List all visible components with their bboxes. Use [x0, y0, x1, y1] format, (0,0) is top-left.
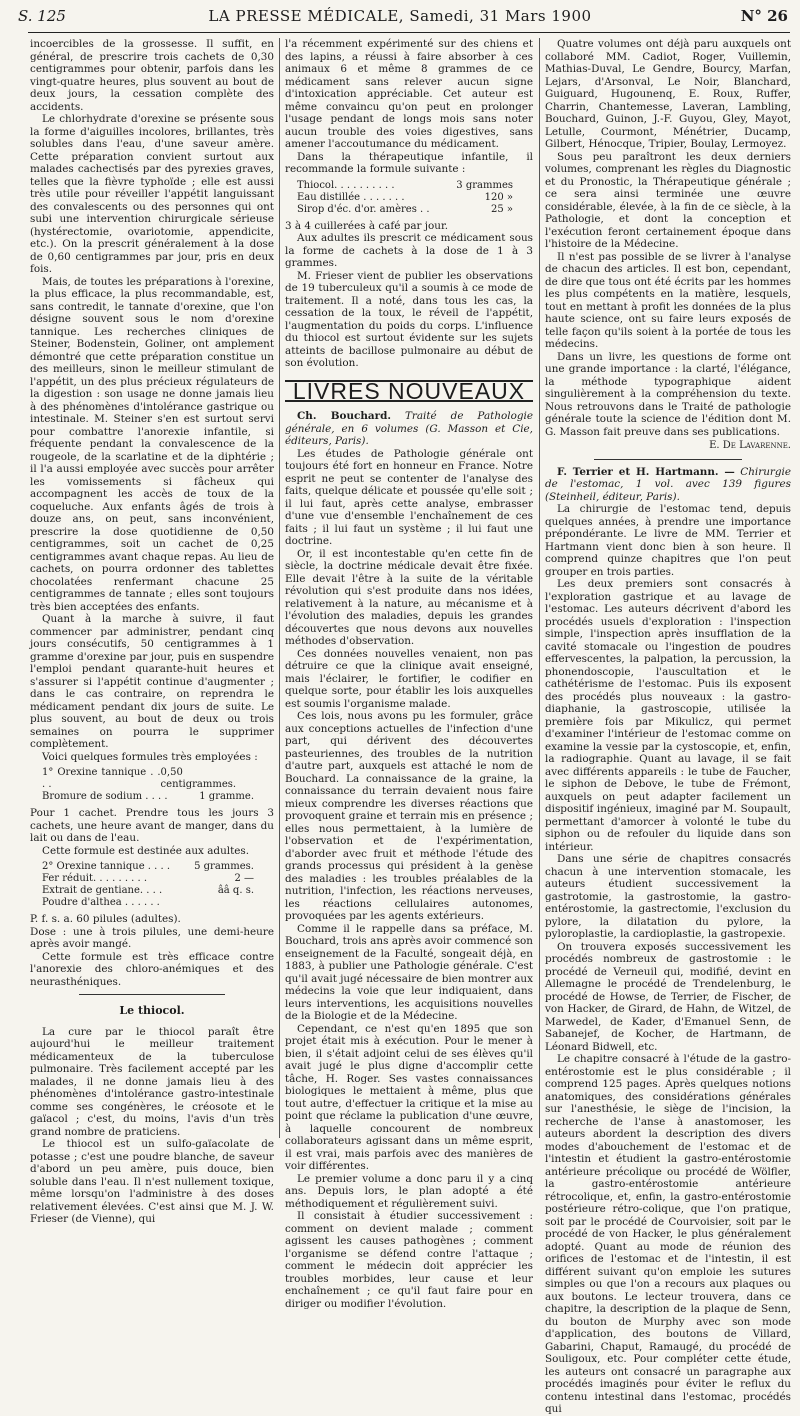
ingredient: Extrait de gentiane. . . . [42, 885, 163, 896]
paragraph: Ces données nouvelles venaient, non pas détruire ce que la clinique avait enseigné, mais l'éclairer, le fortifier, le codifier en quelque sorte, pour établir les lois auxquelles est soumis l'organisme malade. [285, 647, 533, 710]
dose: 25 » [490, 203, 513, 215]
header-rule [28, 32, 790, 33]
dose: 5 grammes. [194, 861, 254, 872]
formula-row [42, 767, 274, 791]
formula-row [42, 885, 274, 897]
paragraph: Cette formule est très efficace contre l'anorexie des chloro-anémiques et des neurasthéniques. [30, 950, 274, 988]
paragraph: incoercibles de la grossesse. Il suffit, en général, de prescrire trois cachets de 0,30 centigrammes pour obtenir, parfois dans les vingt-quatre heures, plus souvent au bout de deux jours, la cessation complète des accidents. [30, 38, 274, 113]
dose: 2 — [234, 873, 254, 884]
review-author: F. Terrier et H. Hartmann. — [557, 465, 735, 478]
paragraph: Les études de Pathologie générale ont toujours été fort en honneur en France. Notre esprit ne peut se contenter de l'analyse des faits, quelque délicate et poussée qu'elle soit ; il lui faut, après cette analyse, embrasser d'une vue d'ensemble l'enchaînement de ces faits ; il lui faut un système ; il lui faut une doctrine. [285, 447, 533, 547]
formula-row [42, 861, 274, 873]
paragraph: Sous peu paraîtront les deux derniers volumes, comprenant les règles du Diagnostic et du Pronostic, la Thérapeutique générale ; ce sera ainsi terminée une œuvre considérable, élevée, à la fin de ce siècle, à la Pathologie, et dont la conception et l'exécution feront certainement époque dans l'histoire de la Médecine. [545, 150, 791, 250]
dose: 3 grammes [456, 179, 513, 191]
paragraph: Comme il le rappelle dans sa préface, M. Bouchard, trois ans après avoir commencé son enseignement de la Faculté, songeait déjà, en 1883, à publier une Pathologie générale. C'est qu'il avait jugé nécessaire de bien montrer aux médecins la voie que leur indiquaient, dans leurs interventions, les acquisitions nouvelles de la Biologie et de la Médecine. [285, 922, 533, 1022]
dose: 1 gramme. [199, 791, 254, 802]
review-header [545, 466, 791, 504]
page-header [0, 0, 800, 40]
author-signature: E. De Lavarenne. [709, 440, 791, 451]
column-2 [285, 38, 533, 1310]
page-number: S. 125 [18, 7, 66, 25]
paragraph: M. Frieser vient de publier les observations de 19 tuberculeux qu'il a soumis à ce mode de traitement. Il a noté, dans tous les cas, la cessation de la toux, le réveil de l'appétit, l'augmentation du poids du corps. L'influence du thiocol est surtout évidente sur les sujets atteints de bacillose pulmonaire au début de son évolution. [285, 269, 533, 369]
formula-row [42, 897, 274, 909]
paragraph: Ces lois, nous avons pu les formuler, grâce aux conceptions actuelles de l'infection d'une part, qui dérivent des découvertes pasteuriennes, des troubles de la nutrition d'autre part, auxquels est attaché le nom de Bouchard. La connaissance de la graine, la connaissance du terrain devaient nous faire mieux comprendre les diverses réactions que provoquent graine et terrain mis en présence ; elles nous permettaient, à la lumière de l'observation et de l'expérimentation, d'aborder avec fruit et méthode l'étude des grands processus qui président à la genèse des maladies : les troubles préalables de la nutrition, l'infection, les réactions nerveuses, les réactions cellulaires autonomes, provoquées par les agents extérieurs. [285, 710, 533, 922]
paragraph: Voici quelques formules très employées : [42, 750, 258, 763]
formula-row [297, 204, 533, 216]
thiocol-heading: Le thiocol. [119, 1004, 185, 1017]
formula-note: 3 à 4 cuillerées à café par jour. [285, 219, 449, 232]
column-divider [539, 38, 540, 1138]
paragraph: Or, il est incontestable qu'en cette fin de siècle, la doctrine médicale devait être fixée. Elle devait l'être à la suite de la véritable révolution qui s'est produite dans nos idées, relativement à la nature, au mécanisme et à l'évolution des maladies, depuis les grandes découvertes que nous devons aux nouvelles méthodes d'observation. [285, 547, 533, 647]
paragraph: Le chapitre consacré à l'étude de la gastro-entérostomie est le plus considérable ; il comprend 125 pages. Après quelques notions anatomiques, des considérations générales sur l'anesthésie, le siège de l'incision, la recherche de l'anse à anastomoser, les auteurs abordent la description des divers modes d'abouchement de l'estomac et de l'intestin et étudient la gastro-entérostomie antérieure précolique ou procédé de Wölfler, la gastro-entérostomie antérieure rétrocolique, et, enfin, la gastro-entérostomie postérieure rétro-colique, que l'on pratique, soit par le procédé de Courvoisier, soit par le procédé de von Hacker, le plus généralement adopté. Quant au mode de réunion des orifices de l'estomac et de l'intestin, il est différent suivant qu'on emploie les sutures simples ou que l'on a recours aux plaques ou aux boutons. Le lecteur trouvera, dans ce chapitre, la description de la plaque de Senn, du bouton de Murphy avec son mode d'application, des boutons de Villard, Gabarini, Chaput, Ramaugé, du procédé de Souligoux, etc. Pour compléter cette étude, les auteurs ont consacré un paragraphe aux procédés imaginés pour éviter le reflux du contenu intestinal dans l'estomac, procédés qui [545, 1053, 791, 1415]
dose: 0,50 centigrammes. [160, 767, 237, 790]
column-1 [30, 38, 274, 1225]
ingredient: Sirop d'éc. d'or. amères . . [297, 203, 430, 215]
formula-note: Dose : une à trois pilules, une demi-heure après avoir mangé. [30, 925, 274, 950]
section-heading-livres-nouveaux: LIVRES NOUVEAUX [285, 380, 533, 403]
paragraph: Cependant, ce n'est qu'en 1895 que son projet était mis à exécution. Pour le mener à bien, il s'était adjoint celui de ses élèves qu'il avait jugé le plus digne d'accomplir cette tâche, H. Roger. Ses vastes connaissances biologiques le mettaient à même, plus que tout autre, d'effectuer la critique et la mise au point que réclame la publication d'une œuvre, à laquelle concourent de nombreux collaborateurs agissant dans un même esprit, il est vrai, mais parfois avec des manières de voir différentes. [285, 1022, 533, 1172]
paragraph: Il n'est pas possible de se livrer à l'analyse de chacun des articles. Il est bon, cependant, de dire que tous ont été écrits par les hommes les plus compétents en la matière, lesquels, tout en mettant à profit les données de la plus haute science, ont su faire leurs exposés de telle façon qu'ils soient à la portée de tous les médecins. [545, 250, 791, 350]
formula-2 [42, 861, 274, 909]
paragraph: Le chlorhydrate d'orexine se présente sous la forme d'aiguilles incolores, brillantes, très solubles dans l'eau, d'une saveur amère. Cette préparation convient surtout aux malades cachectisés par des pyrexies graves, telles que la fièvre typhoïde ; elle est aussi très utile pour réveiller l'appétit languissant des convalescents ou des personnes qui ont subi une intervention chirurgicale sérieuse (hystérectomie, ovariotomie, appendicite, etc.). On la prescrit généralement à la dose de 0,60 centigrammes par jour, pris en deux fois. [30, 113, 274, 275]
newspaper-title: LA PRESSE MÉDICALE, Samedi, 31 Mars 1900 [208, 7, 592, 25]
ingredient: Eau distillée . . . . . . . [297, 191, 405, 203]
column-divider [279, 38, 280, 1138]
review-reference: Traité de Pathologie générale, en 6 volumes (G. Masson et Cie, éditeurs, Paris). [285, 410, 533, 447]
paragraph: Dans un livre, les questions de forme ont une grande importance : la clarté, l'élégance, la méthode typographique aident singulièrement à la compréhension du texte. Nous retrouvons dans le Traité de pathologie générale toute la science de l'édition dont M. G. Masson fait preuve dans ses publications. [545, 350, 791, 438]
ingredient: Thiocol. . . . . . . . . . [297, 179, 395, 191]
formula-thiocol [297, 180, 533, 216]
paragraph: Les deux premiers sont consacrés à l'exploration gastrique et au lavage de l'estomac. Les auteurs décrivent d'abord les procédés usuels d'exploration : l'inspection simple, l'inspection après insufflation de la cavité stomacale ou l'ingestion de poudres effervescentes, la palpation, la percussion, la phonendoscopie, l'auscultation et le cathétérisme de l'estomac. Puis ils exposent des procédés plus nouveaux : la gastro-diaphanie, la gastroscopie, utilisée la première fois par Mikulicz, qui permet d'examiner l'intérieur de l'estomac comme on examine la vessie par la cystoscopie, et, enfin, la radiographie. Quant au lavage, il se fait avec différents appareils : le tube de Faucher, le siphon de Debove, le tube de Frémont, auxquels on peut adapter facilement un dispositif ingénieux, imaginé par M. Soupault, permettant d'amorcer à volonté le tube du siphon ou de refouler du liquide dans son intérieur. [545, 578, 791, 853]
paragraph: Dans la thérapeutique infantile, il recommande la formule suivante : [285, 150, 533, 175]
review-author: Ch. Bouchard. [297, 410, 391, 422]
paragraph: Il consistait à étudier successivement : comment on devient malade ; comment agissent les causes pathogènes ; comment l'organisme se défend contre l'attaque ; comment le médecin doit apprécier les troubles morbides, leur cause et leur enchaînement ; ce qu'il faut faire pour en diriger ou modifier l'évolution. [285, 1210, 533, 1310]
paragraph: Mais, de toutes les préparations à l'orexine, la plus efficace, la plus recommandable, est, sans contredit, le tannate d'orexine, que l'on désigne souvent sous le nom d'orexine tannique. Les recherches cliniques de Steiner, Bodenstein, Goliner, ont amplement démontré que cette préparation constitue un des meilleurs, sinon le meilleur stimulant de l'appétit, un des plus précieux régulateurs de la digestion : son usage ne donne jamais lieu à des phénomènes d'intolérance gastrique ou intestinale. M. Steiner s'en est surtout servi pour combattre l'anorexie infantile, si fréquente pendant la convalescence de la rougeole, de la scarlatine et de la diphtérie ; il l'a aussi employée avec succès pour arrêter les vomissements si fâcheux qui accompagnent les accès de toux de la coqueluche. Aux enfants âgés de trois à douze ans, on peut, sans inconvénient, prescrire la dose quotidienne de 0,50 centigrammes, soit un cachet de 0,25 centigrammes avant chaque repas. Au lieu de cachets, on pourra ordonner des tablettes chocolatées renfermant chacune 25 centigrammes de tannate ; elles sont toujours très bien acceptées des enfants. [30, 275, 274, 613]
formula-row [42, 873, 274, 885]
separator-rule [79, 994, 225, 995]
paragraph: La chirurgie de l'estomac tend, depuis quelques années, à prendre une importance prépondérante. Le livre de MM. Terrier et Hartmann vient donc bien à son heure. Il comprend quinze chapitres que l'on peut grouper en trois parties. [545, 503, 791, 578]
dose: 120 » [484, 191, 513, 203]
paragraph: Quatre volumes ont déjà paru auxquels ont collaboré MM. Cadiot, Roger, Vuillemin, Mathias-Duval, Le Gendre, Bourcy, Marfan, Lejars, d'Arsonval, Le Noir, Blanchard, Guiguard, Hugounenq, E. Roux, Ruffer, Charrin, Chantemesse, Laveran, Lambling, Bouchard, Guinon, J.-F. Guyou, Gley, Mayot, Letulle, Courmont, Ménétrier, Ducamp, Gilbert, Hénocque, Tripier, Boulay, Lermoyez. [545, 38, 791, 150]
paragraph: Dans une série de chapitres consacrés chacun à une intervention stomacale, les auteurs étudient successivement la gastrotomie, la gastrostomie, la gastro-entérostomie, la gastrectomie, l'exclusion du pylore, la dilatation du pylore, la pyloroplastie, la cardioplastie, la gastropexie. [545, 853, 791, 940]
paragraph: La cure par le thiocol paraît être aujourd'hui le meilleur traitement médicamenteux de la tuberculose pulmonaire. Très facilement accepté par les malades, il ne donne jamais lieu à des phénomènes d'intolérance gastro-intestinale comme ses congénères, le créosote et le gaïacol ; c'est, du moins, l'avis d'un très grand nombre de praticiens. [30, 1025, 274, 1138]
issue-number: N° 26 [740, 7, 788, 25]
dose: ââ q. s. [217, 885, 254, 896]
paragraph: On trouvera exposés successivement les procédés nombreux de gastrostomie : le procédé de Verneuil qui, modifié, devint en Allemagne le procédé de Trendelenburg, le procédé de Howse, de Terrier, de Fischer, de von Hacker, de Girard, de Hahn, de Witzel, de Marwedel, de Kader, d'Emanuel Senn, de Sabanejef, de Kocher, de Hartmann, de Léonard Bidwell, etc. [545, 940, 791, 1053]
formula-1 [42, 767, 274, 803]
formula-note: P. f. s. a. 60 pilules (adultes). [30, 913, 181, 925]
formula-row [42, 791, 274, 803]
paragraph: Le thiocol est un sulfo-gaïacolate de potasse ; c'est une poudre blanche, de saveur d'abord un peu amère, puis douce, bien soluble dans l'eau. Il n'est nullement toxique, même lorsqu'on l'administre à des doses relativement élevées. C'est ainsi que M. J. W. Frieser (de Vienne), qui [30, 1138, 274, 1225]
formula-note: Pour 1 cachet. Prendre tous les jours 3 cachets, une heure avant de manger, dans du lait ou dans de l'eau. [30, 807, 274, 844]
formula-row [297, 180, 533, 192]
formula-row [297, 192, 533, 204]
ingredient: Poudre d'althea . . . . . . [42, 897, 160, 908]
ingredient: 2° Orexine tannique . . . . [42, 861, 171, 872]
ingredient: 1° Orexine tannique . . . . [42, 767, 161, 790]
review-reference: Chirurgie de l'estomac, 1 vol. avec 139 figures (Steinheil, éditeur, Paris). [545, 465, 791, 503]
ingredient: Fer réduit. . . . . . . . . [42, 873, 148, 884]
paragraph: Le premier volume a donc paru il y a cinq ans. Depuis lors, le plan adopté a été méthodiquement et régulièrement suivi. [285, 1172, 533, 1210]
separator-rule [594, 459, 742, 460]
paragraph: Cette formule est destinée aux adultes. [42, 844, 250, 857]
paragraph: l'a récemment expérimenté sur des chiens et des lapins, a réussi à faire absorber à ces animaux 6 et même 8 grammes de ce médicament sans relever aucun signe d'intoxication appréciable. Cet auteur est même convaincu qu'on peut en prolonger l'usage pendant de longs mois sans noter aucun trouble des voies digestives, sans amener l'accoutumance du médicament. [285, 38, 533, 150]
ingredient: Bromure de sodium . . . . [42, 791, 168, 802]
review-header [285, 410, 533, 448]
paragraph: Quant à la marche à suivre, il faut commencer par administrer, pendant cinq jours consécutifs, 50 centigrammes à 1 gramme d'orexine par jour, puis en suspendre l'emploi pendant quarante-huit heures et s'assurer si l'appétit continue d'augmenter ; dans le cas contraire, on reprendra le médicament pendant dix jours de suite. Le plus souvent, au bout de deux ou trois semaines on pourra le supprimer complètement. [30, 613, 274, 750]
paragraph: Aux adultes ils prescrit ce médicament sous la forme de cachets à la dose de 1 à 3 grammes. [285, 232, 533, 269]
column-3 [545, 38, 791, 1415]
